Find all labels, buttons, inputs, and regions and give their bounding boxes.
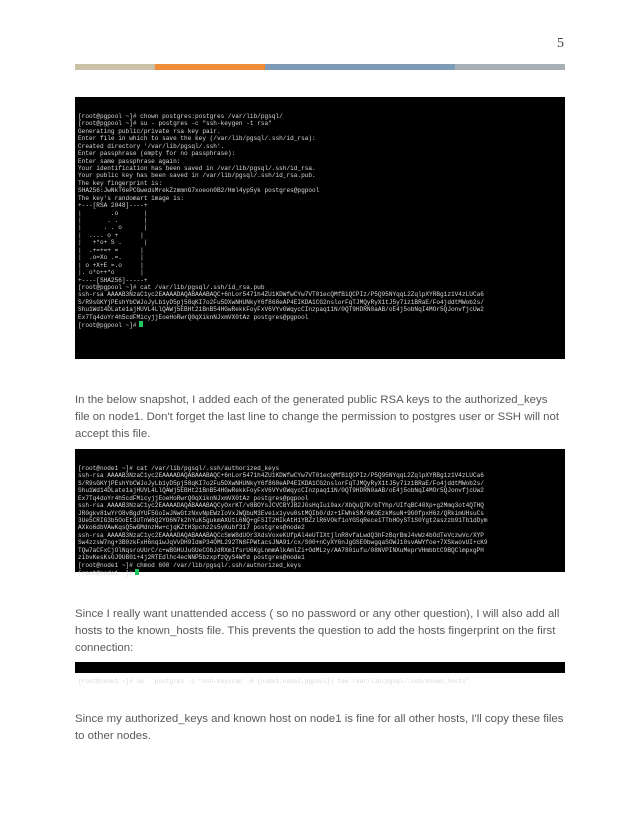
terminal-line: [root@node1 ~]# chmod 600 /var/lib/pgsql/.ssh/authorized_keys bbox=[78, 561, 302, 569]
terminal-line: ssh-rsa AAAAB3NzaC1yc2EAAAADAQABAAABAQCyOxrKT/v8BOYsJCVCBYJB2JGsHqIui9ax/XbQuQ7K/bTYhp/UIfqBC40Xp+g2Mmq3ot4QTHQ bbox=[78, 502, 484, 510]
terminal-line: Ex7Tq4doYr4h5cdFMicyjjEoeHoRwrQ0qXiknNJxmVX0tAz postgres@pgpool bbox=[78, 313, 309, 321]
terminal-line: Generating public/private rsa key pair. bbox=[78, 127, 221, 135]
terminal-screenshot-keyscan bbox=[75, 662, 565, 685]
paragraph-copy-files: Since my authorized_keys and known host on node1 is fine for all other hosts, I'll copy these files to other nodes. bbox=[75, 713, 564, 742]
terminal-line: +---[RSA 2048]----+ bbox=[78, 202, 148, 210]
terminal-line: Your identification has been saved in /var/lib/pgsql/.ssh/id_rsa. bbox=[78, 164, 316, 172]
terminal-line: [root@pgpool ~]# cat /var/lib/pgsql/.ssh/id_rsa.pub bbox=[78, 283, 265, 291]
terminal-line: Enter passphrase (empty for no passphrase): bbox=[78, 150, 236, 158]
terminal-line: [root@pgpool ~]# chown postgres:postgres /var/lib/pgsql/ bbox=[78, 112, 283, 120]
paragraph-known-hosts: Since I really want unattended access ( so no password or any other question), I will also add all hosts to the known_hosts file. This prevents the question to add the hosts fingerprint on the first connection: bbox=[75, 608, 560, 654]
terminal-line: | . . | bbox=[78, 217, 148, 225]
terminal-line: The key's randomart image is: bbox=[78, 194, 185, 202]
terminal-line: Enter file in which to save the key (/var/lib/pgsql/.ssh/id_rsa): bbox=[78, 135, 316, 143]
terminal-line: | .... o + | bbox=[78, 231, 144, 239]
terminal-lines bbox=[78, 113, 562, 329]
header-color-bar bbox=[75, 64, 565, 70]
terminal-line: |. o*o++*o | bbox=[78, 269, 144, 277]
terminal-line: [root@pgpool ~]# bbox=[78, 321, 562, 328]
header-bar-segment bbox=[455, 64, 565, 70]
terminal-line: Shu1Wd14DLate1ajHUVL4LlQAWj5EBHt21BnB54HGwRekkFoyFxV6VYvGWqycCInzpaq11N/0QT9HDRN0aAB/oE4j5obNqI4MOr5QJonvfjcUw2 bbox=[78, 487, 484, 495]
terminal-line: ssh-rsa AAAAB3NzaC1yc2EAAAADAQABAAABAQCcSmW8dUOr3XdsVoxeKUfpAl4eUTIXtjlnR8vfaLwdQ3hFzBqrBmJ4vWz4bOdTeVczwVc/XYP bbox=[78, 531, 484, 539]
terminal-line: Your public key has been saved in /var/lib/pgsql/.ssh/id_rsa.pub. bbox=[78, 172, 316, 180]
terminal-line: S/R9sGKYjPEshYbCWJoJyLb1yD5pj58qKI7o2Fu5DXwNHUNkyY6f868eAP4EIKDA1CG2nslorFqTJMQyRyX1tJ5y7iz1BRaE/Fo4jddtMWob2s/ bbox=[78, 479, 484, 487]
header-bar-segment bbox=[75, 64, 155, 70]
terminal-cursor bbox=[135, 569, 139, 575]
terminal-line: | o +X+E =.o | bbox=[78, 261, 144, 269]
terminal-line: [root@node1 ~]# su - postgres -c "ssh-keyscan -H {node1,node2,pgpool}| tee /var/lib/pgsql/.ssh/known_hosts" bbox=[78, 677, 470, 685]
terminal-line: ssh-rsa AAAAB3NzaC1yc2EAAAADAQABAAABAQC+6nLor5471h4ZU1KDWfwCYw7VT01ecQMfBiQCPIz/P5Q95NYqqL2ZqlpXYRBg1z1V4zLUCa6 bbox=[78, 291, 484, 299]
terminal-line: Created directory '/var/lib/pgsql/.ssh'. bbox=[78, 142, 225, 150]
terminal-screenshot-authorized-keys bbox=[75, 449, 565, 578]
terminal-line: [root@pgpool ~]# su - postgres -c "ssh-keygen -t rsa" bbox=[78, 120, 272, 128]
terminal-line: Shu1Wd14DLate1ajHUVL4LlQAWj5EBHt21BnB54HGwRekkFoyFxV6VYvGWqycCInzpaq11N/0QT9HDRN0aAB/oE4j5obNqI4MOr5QJonvfjcUw2 bbox=[78, 306, 484, 314]
terminal-line: ssh-rsa AAAAB3NzaC1yc2EAAAADAQABAAABAQC+6nLor5471h4ZU1KDWfwCYw7VT01ecQMfBiQCPIz/P5Q95NYqqL2ZqlpXYRBg1z1V4zLUCa6 bbox=[78, 472, 484, 480]
terminal-line: | .o | bbox=[78, 209, 148, 217]
terminal-line: AXko6dbVAwKqsQ5wGMdnzHw+cjqKZtH3pchz2s5yKubf317 postgres@node2 bbox=[78, 524, 305, 532]
terminal-line: S/R9sGKYjPEshYbCWJoJyLb1yD5pj58qKI7o2Fu5DXwNHUNkyY6f868eAP4EIKDA1CG2nslorFqTJMQyRyX1tJ5y7iz1BRaE/Fo4jddtMWob2s/ bbox=[78, 298, 484, 306]
terminal-line: | . . o | bbox=[78, 224, 148, 232]
terminal-line: 3Ue5CRIG3b5OoEt3UTnW6Q2YO6N7k2hYuK5gukmAXUtL6NQ+gFSIT2HIkAtH1YBZzlR6VOkf1oYGSqRece1TTbHOyST1S0Ygt2aszzb91Tb1dDym bbox=[78, 516, 488, 524]
terminal-line: The key fingerprint is: bbox=[78, 179, 163, 187]
terminal-line: [root@node1 ~]# bbox=[78, 569, 562, 576]
terminal-line: TQw7aCFxCjOlNqsroUUrC/c+wBGHUJuGUeCObJdRXmIfsrU6KgLnmmAlkAmlZi+OdMLzy/AA780iufu/08NVPINXuMeprVHmbbtC9BQClmpxgPH bbox=[78, 546, 484, 554]
terminal-line: Ex7Tq4doYr4h5cdFMicyjjEoeHoRwrQ0qXiknNJxmVX0tAz postgres@pgpool bbox=[78, 494, 309, 502]
terminal-line: zibvKesKsGJ9UB0i+4j2RTEdlhc4ecNNP5bzxpfzQyS4Wfd postgres@node1 bbox=[78, 554, 305, 562]
page-number: 5 bbox=[557, 36, 564, 51]
terminal-line: +----[SHA256]-----+ bbox=[78, 276, 148, 284]
terminal-line: Enter same passphrase again: bbox=[78, 157, 181, 165]
terminal-cursor bbox=[139, 321, 143, 327]
terminal-screenshot-keygen bbox=[75, 97, 565, 359]
terminal-line: Sw4zzsW7ng+3B0zkFxH6nqiwJqVvDH9IdmP34OML292TN8FPWtacsJNA91/cx/S00+nCyXY6nJgGSE0bwgqaSOWJ10svAWYfoe+7XSkwovUI+cK9 bbox=[78, 539, 488, 547]
paragraph-authorized-keys: In the below snapshot, I added each of the generated public RSA keys to the authorized_keys file on node1. Don't forget the last line to change the permission to postgres user or SSH will not accept this file. bbox=[75, 394, 560, 440]
terminal-line: | .+=+=+ = | bbox=[78, 246, 144, 254]
terminal-line: | .o=Xo .=. | bbox=[78, 254, 144, 262]
terminal-line: SHA256:JwNkT6ePCGwedsMrekZzmmnG7xoeon0B2/Hml4yp5yk postgres@pgpool bbox=[78, 187, 320, 195]
terminal-lines bbox=[78, 678, 562, 685]
terminal-line: [root@node1 ~]# cat /var/lib/pgsql/.ssh/authorized_keys bbox=[78, 464, 280, 472]
header-bar-segment bbox=[155, 64, 265, 70]
header-bar-segment bbox=[265, 64, 455, 70]
terminal-line: JR0gkv81wYrO8vBgdYUF5GoIwJNwGtzNxvNpEWzIoVxJWQbuM3Eveix1yvu0stMQIb0/dz+1FWhkSM/6KOEzkMsuN+9G0fpxH6z/QRkimUHsuCs bbox=[78, 509, 484, 517]
terminal-line: | +*o+ S . | bbox=[78, 239, 148, 247]
terminal-lines bbox=[78, 465, 562, 577]
